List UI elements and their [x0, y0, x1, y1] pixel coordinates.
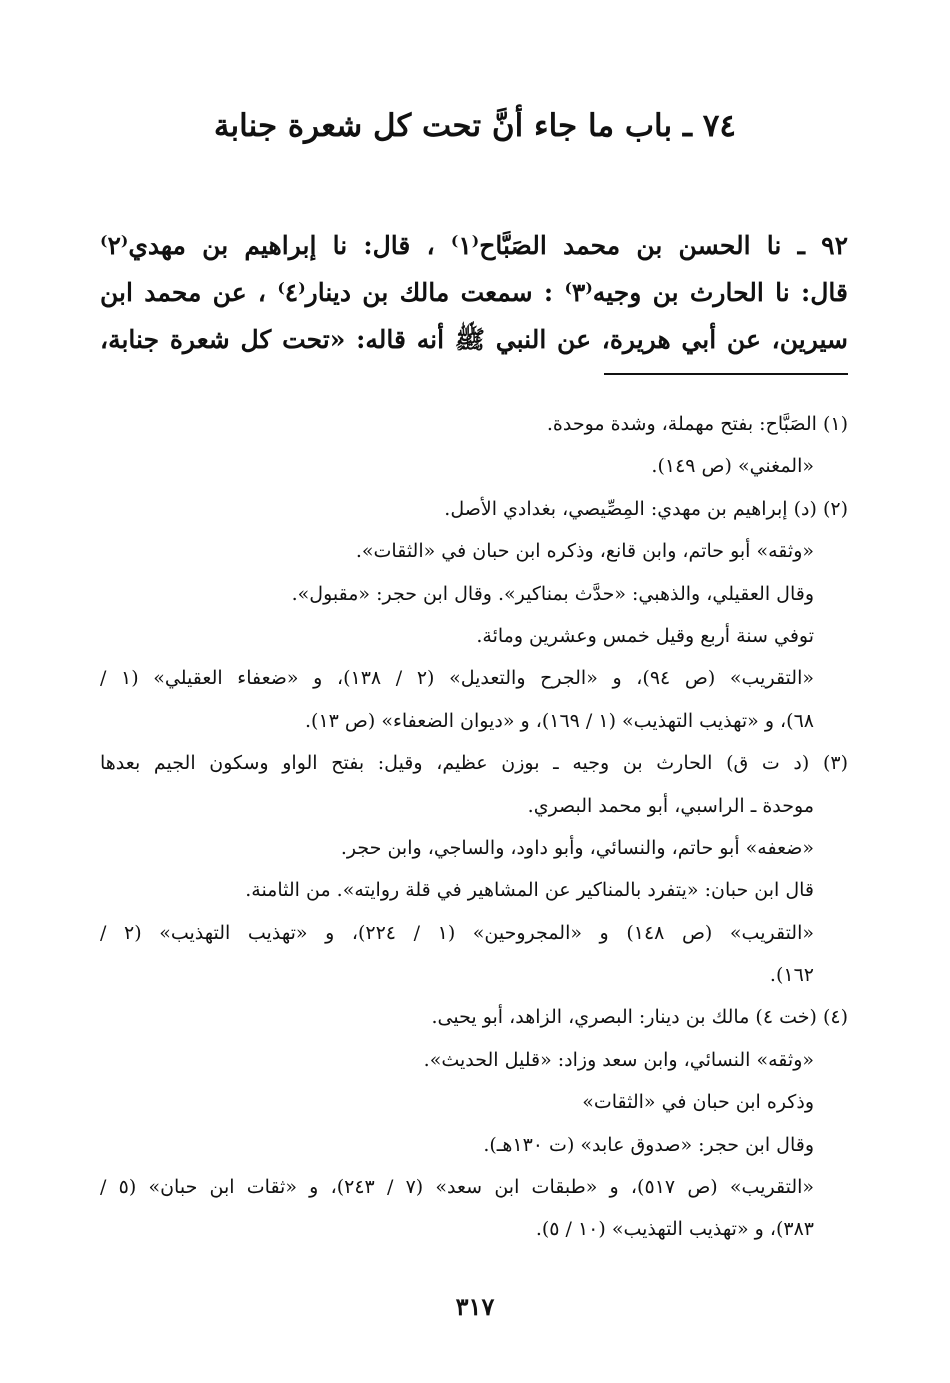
footnote-start-line: (٤) (خت ٤) مالك بن دينار: البصري، الزاهد، أبو يحيى.: [431, 1006, 848, 1029]
main-text-line: سيرين، عن أبي هريرة، عن النبي ﷺ أنه قاله: «تحت كل شعرة جنابة،: [100, 325, 848, 354]
footnote-line: «المغني» (ص ١٤٩).: [651, 455, 814, 478]
footnote-line: «ضعفه» أبو حاتم، والنسائي، وأبو داود، والساجي، وابن حجر.: [340, 836, 814, 859]
page-number: ٣١٧: [455, 1292, 495, 1321]
footnote-line: توفي سنة أربع وقيل خمس وعشرين ومائة.: [476, 624, 814, 647]
footnote-line: وقال العقيلي، والذهبي: «حدَّث بمناكير». وقال ابن حجر: «مقبول».: [291, 582, 814, 605]
footnote-line: «التقريب» (ص ١٤٨) و «المجروحين» (١ / ٢٢٤)، و «تهذيب التهذيب» (٢ /: [100, 921, 815, 944]
footnote-start-line: (٢) (د) إبراهيم بن مهدي: المِصِّيصي، بغدادي الأصل.: [444, 497, 848, 520]
chapter-title: ٧٤ ـ باب ما جاء أنَّ تحت كل شعرة جنابة: [213, 108, 737, 144]
footnote-divider: [604, 373, 848, 375]
footnotes: [100, 403, 848, 1251]
main-text-line: ٩٢ ـ نا الحسن بن محمد الصَبَّاح⁽١⁾ ، قال: نا إبراهيم بن مهدي⁽٢⁾: [100, 231, 848, 260]
footnote-line: ٦٨)، و «تهذيب التهذيب» (١ / ١٦٩)، و «ديوان الضعفاء» (ص ١٣).: [304, 709, 814, 732]
footnote-line: وقال ابن حجر: «صدوق عابد» (ت ١٣٠هـ).: [483, 1133, 814, 1156]
footnote-line: ١٦٢).: [769, 964, 814, 987]
main-text: [100, 222, 848, 363]
footnote-line: «التقريب» (ص ٩٤)، و «الجرح والتعديل» (٢ / ١٣٨)، و «ضعفاء العقيلي» (١ /: [100, 667, 814, 690]
footnote-line: «وثقه» أبو حاتم، وابن قانع، وذكره ابن حبان في «الثقات».: [355, 540, 814, 563]
footnote-line: «التقريب» (ص ٥١٧)، و «طبقات ابن سعد» (٧ / ٢٤٣)، و «ثقات ابن حبان» (٥ /: [100, 1176, 815, 1199]
footnote-line: «وثقه» النسائي، وابن سعد وزاد: «قليل الحديث».: [423, 1048, 814, 1071]
footnote-line: ٣٨٣)، و «تهذيب التهذيب» (١٠ / ٥).: [535, 1218, 814, 1241]
footnote-line: موحدة ـ الراسبي، أبو محمد البصري.: [527, 794, 814, 817]
footnote-start-line: (٣) (د ت ق) الحارث بن وجيه ـ بوزن عظيم، وقيل: بفتح الواو وسكون الجيم بعدها: [100, 752, 848, 775]
footnote-line: قال ابن حبان: «يتفرد بالمناكير عن المشاهير في قلة روايته». من الثامنة.: [245, 879, 814, 902]
footnote-start-line: (١) الصَبَّاح: بفتح مهملة، وشدة موحدة.: [546, 413, 848, 435]
main-text-line: قال: نا الحارث بن وجيه⁽٣⁾ : سمعت مالك بن دينار⁽٤⁾ ، عن محمد ابن: [100, 278, 848, 307]
footnote-line: وذكره ابن حبان في «الثقات»: [582, 1091, 814, 1114]
